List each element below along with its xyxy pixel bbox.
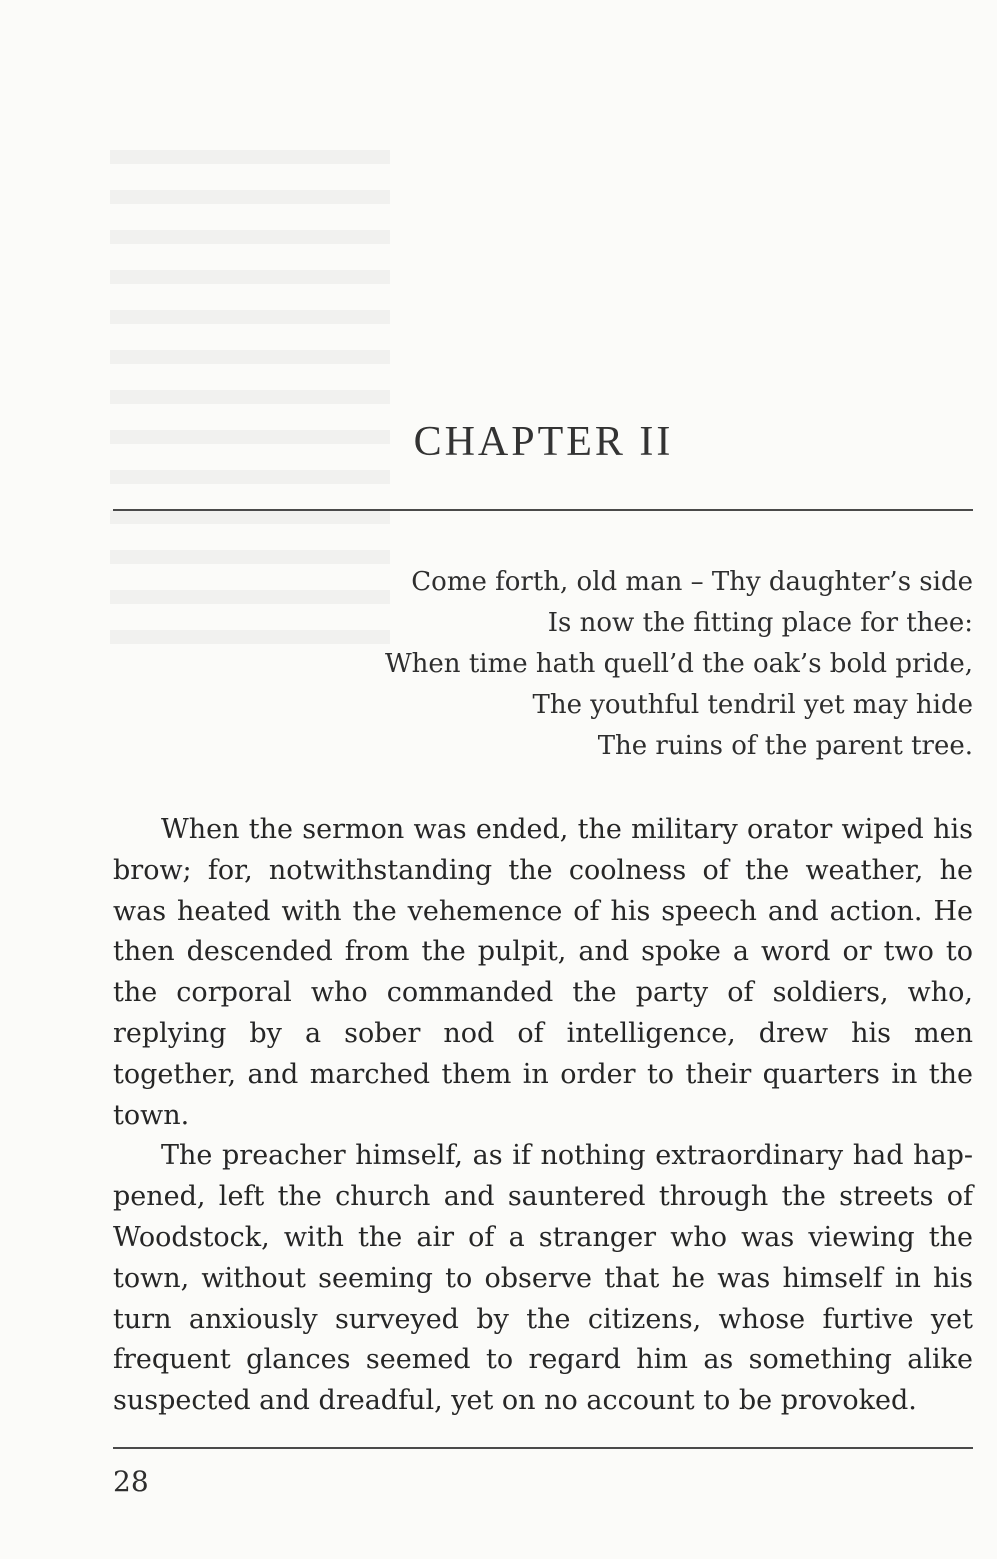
epigraph-line: The youthful tendril yet may hide bbox=[532, 690, 973, 720]
epigraph-line: Is now the fitting place for thee: bbox=[547, 608, 973, 638]
epigraph-line: The ruins of the parent tree. bbox=[597, 731, 973, 761]
top-rule bbox=[113, 509, 973, 511]
body-text bbox=[113, 810, 973, 1422]
page-number: 28 bbox=[113, 1465, 149, 1498]
epigraph bbox=[273, 562, 973, 767]
paragraph: When the sermon was ended, the military orator wiped his brow; for, notwithstanding the coolness of the weather, he was heated with the vehemence of his speech and action. He then descended from the pulpit, and spoke a word or two to the corporal who commanded the party of soldiers, who, replying by a sober nod of intelligence, drew his men together, and marched them in order to their quarters in the town. bbox=[113, 814, 973, 1131]
epigraph-line: Come forth, old man – Thy daughter’s side bbox=[411, 567, 973, 597]
epigraph-line: When time hath quell’d the oak’s bold pride, bbox=[384, 649, 973, 679]
bottom-rule bbox=[113, 1447, 973, 1449]
paragraph: The preacher himself, as if nothing extraordinary had happened, left the church and sauntered through the streets of Woodstock, with the air of a stranger who was viewing the town, without seeming to observe that he was himself in his turn anxiously surveyed by the citizens, whose furtive yet frequent glances seemed to regard him as something alike suspected and dreadful, yet on no account to be provoked. bbox=[113, 1140, 973, 1417]
chapter-title: CHAPTER II bbox=[413, 419, 674, 465]
